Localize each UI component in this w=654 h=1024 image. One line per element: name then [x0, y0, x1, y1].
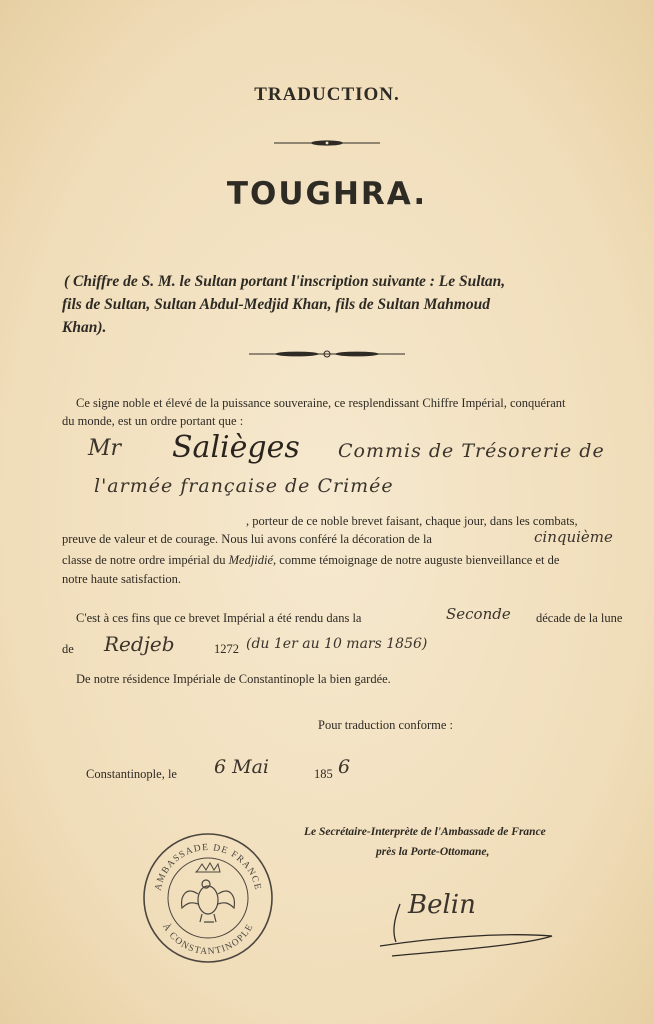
- body-paragraph-2-line-3-end: , comme témoignage de notre auguste bienveillance et de: [273, 553, 560, 567]
- signature-flourish-icon: [372, 880, 582, 970]
- handwritten-recipient-unit: l'armée française de Crimée: [94, 475, 394, 497]
- body-paragraph-3-line-3: De notre résidence Impériale de Constantinople la bien gardée.: [76, 672, 391, 686]
- pour-traduction-conforme: Pour traduction conforme :: [318, 718, 454, 732]
- body-paragraph-3-line-1-end: décade de la lune: [536, 611, 623, 625]
- ornament-divider-top: [0, 138, 654, 148]
- handwritten-decoration-class: cinquième: [534, 528, 613, 546]
- body-paragraph-2-line-1: , porteur de ce noble brevet faisant, chaque jour, dans les combats,: [246, 514, 578, 528]
- handwritten-year-digit: 6: [338, 756, 351, 778]
- document-heading-toughra: TOUGHRA.: [226, 176, 428, 212]
- handwritten-month: Redjeb: [104, 632, 175, 656]
- secretary-title-line-1: Le Secrétaire-Interprète de l'Ambassade de France: [304, 826, 546, 838]
- embassy-seal: [140, 830, 276, 966]
- body-paragraph-2-line-3-start: classe de notre ordre impérial du: [62, 553, 226, 567]
- body-paragraph-2-line-4: notre haute satisfaction.: [62, 572, 182, 586]
- body-paragraph-3-line-1-start: C'est à ces fins que ce brevet Impérial a été rendu dans la: [76, 611, 362, 625]
- handwritten-name-prefix: Mr: [88, 436, 122, 461]
- hegira-year: 1272: [214, 642, 239, 656]
- handwritten-date-note: (du 1er au 10 mars 1856): [246, 636, 428, 652]
- secretary-title-line-2: près la Porte-Ottomane,: [376, 846, 490, 858]
- signature-belin: [372, 880, 582, 975]
- intro-line-1: ( Chiffre de S. M. le Sultan portant l'inscription suivante : Le Sultan,: [64, 273, 506, 290]
- body-paragraph-1-line-2: du monde, est un ordre portant que :: [62, 414, 244, 428]
- handwritten-decade: Seconde: [446, 605, 511, 623]
- handwritten-recipient-title: Commis de Trésorerie de: [338, 440, 605, 462]
- intro-line-2: fils de Sultan, Sultan Abdul-Medjid Khan, fils de Sultan Mahmoud: [62, 296, 490, 313]
- document-heading-traduction: TRADUCTION.: [254, 84, 400, 105]
- body-paragraph-2-line-2: preuve de valeur et de courage. Nous lui avons conféré la décoration de la: [62, 532, 432, 546]
- svg-text:À CONSTANTINOPLE: À CONSTANTINOPLE: [160, 922, 256, 958]
- place-and-date-label: Constantinople, le: [86, 767, 177, 781]
- signature-text: Belin: [408, 890, 476, 920]
- body-paragraph-3-line-2-start: de: [62, 642, 74, 656]
- body-paragraph-1-line-1: Ce signe noble et élevé de la puissance souveraine, ce resplendissant Chiffre Impérial, conquérant: [76, 396, 566, 410]
- svg-text:AMBASSADE DE FRANCE: AMBASSADE DE FRANCE: [153, 842, 263, 892]
- ornament-divider-middle: [0, 349, 654, 359]
- body-paragraph-2-line-3: [62, 551, 559, 569]
- handwritten-day-month: 6 Mai: [214, 756, 269, 778]
- order-name-medjidie: Medjidié: [228, 553, 274, 567]
- year-prefix: 185: [314, 767, 333, 781]
- handwritten-recipient-name: Salièges: [172, 430, 300, 465]
- embassy-seal-eagle-icon: [140, 830, 276, 966]
- intro-line-3: Khan).: [62, 319, 107, 336]
